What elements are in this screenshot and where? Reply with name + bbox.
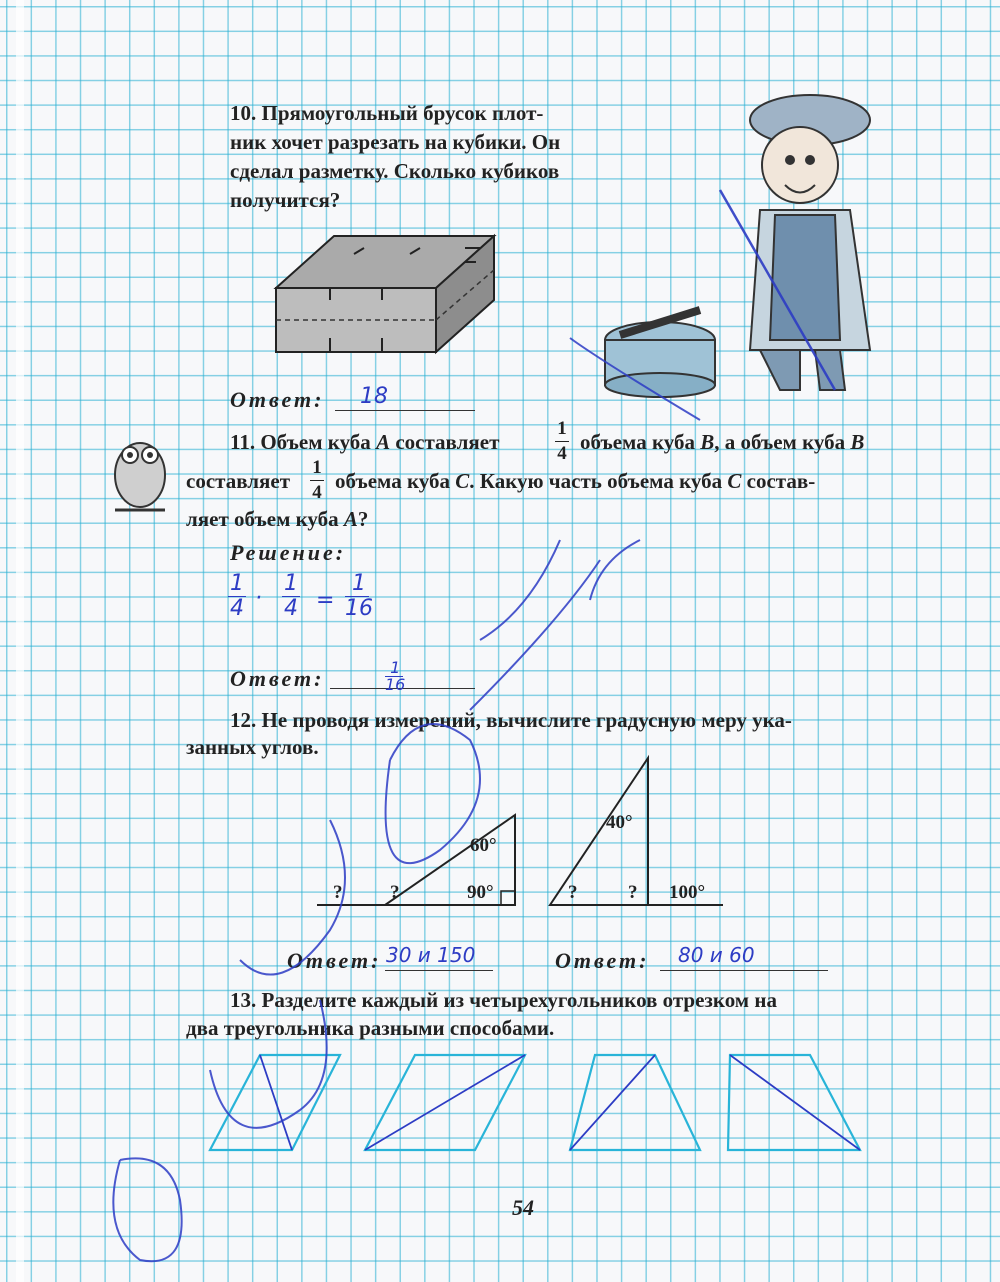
cube-b: B	[700, 430, 715, 454]
task11-text: объема куба	[335, 469, 450, 493]
task10-answer-value: 18	[360, 384, 388, 409]
task12-number: 12.	[230, 708, 257, 732]
task12-answer-label-1: Ответ:	[287, 948, 382, 973]
angle-unknown-2: ?	[390, 882, 400, 903]
hand-num: 1	[284, 571, 298, 596]
task12-answer-value-1: 30 и 150	[386, 943, 476, 967]
hand-den: 16	[345, 596, 373, 621]
task11-text: ?	[357, 507, 369, 531]
task12-answer-label-2: Ответ:	[555, 948, 650, 973]
angle-unknown-1: ?	[333, 882, 343, 903]
hand-den: 4	[230, 596, 244, 621]
angle-40: 40°	[606, 812, 633, 833]
task10-number: 10.	[230, 101, 257, 125]
task11-text: Объем куба	[260, 430, 371, 454]
hand-den: 4	[284, 596, 298, 621]
task11-text: , а объем куба	[714, 430, 846, 454]
task12-text: Не проводя измерений, вычислите градусную меру ука-	[261, 708, 792, 732]
solution-equals: =	[316, 588, 335, 613]
frac-den: 4	[312, 482, 322, 503]
angle-100: 100°	[669, 882, 706, 903]
task11-answer-label: Ответ:	[230, 666, 325, 691]
cube-c: C	[455, 469, 470, 493]
task12-answer-value-2: 80 и 60	[678, 943, 755, 967]
solution-dot: ·	[255, 586, 262, 611]
cube-b: B	[850, 430, 865, 454]
task11-number: 11.	[230, 430, 256, 454]
solution-label: Решение:	[230, 540, 347, 565]
task12-line-2: занных углов.	[186, 735, 319, 759]
cube-a: A	[376, 430, 391, 454]
task11-line-2: составляет	[186, 469, 291, 493]
task13-number: 13.	[230, 988, 257, 1012]
page-number: 54	[512, 1195, 534, 1220]
task11-text: объема куба	[580, 430, 695, 454]
angle-90: 90°	[467, 882, 494, 903]
task13-text: Разделите каждый из четырехугольников отрезком на	[261, 988, 777, 1012]
angle-60: 60°	[470, 835, 497, 856]
frac-num: 1	[312, 457, 322, 478]
angle-unknown-3: ?	[568, 882, 578, 903]
task11-text: состав-	[746, 469, 816, 493]
hand-num: 1	[352, 571, 366, 596]
angle-unknown-4: ?	[628, 882, 638, 903]
task10-text-1: Прямоугольный брусок плот-	[261, 101, 544, 125]
hand-num: 1	[230, 571, 244, 596]
task11-text: ляет объем куба	[186, 507, 339, 531]
frac-den: 4	[557, 443, 567, 464]
task10-line-3: сделал разметку. Сколько кубиков	[230, 159, 560, 183]
hand-num: 1	[390, 658, 401, 677]
hand-den: 16	[385, 675, 406, 694]
frac-num: 1	[557, 418, 567, 439]
task13-line-2: два треугольника разными способами.	[186, 1016, 555, 1040]
cube-c: C	[727, 469, 742, 493]
task10-answer-label: Ответ:	[230, 387, 325, 412]
cube-a: A	[343, 507, 358, 531]
task11-text: составляет	[395, 430, 500, 454]
task10-line-4: получится?	[230, 188, 341, 212]
task11-text: . Какую часть объема куба	[469, 469, 723, 493]
task10-line-2: ник хочет разрезать на кубики. Он	[230, 130, 561, 154]
